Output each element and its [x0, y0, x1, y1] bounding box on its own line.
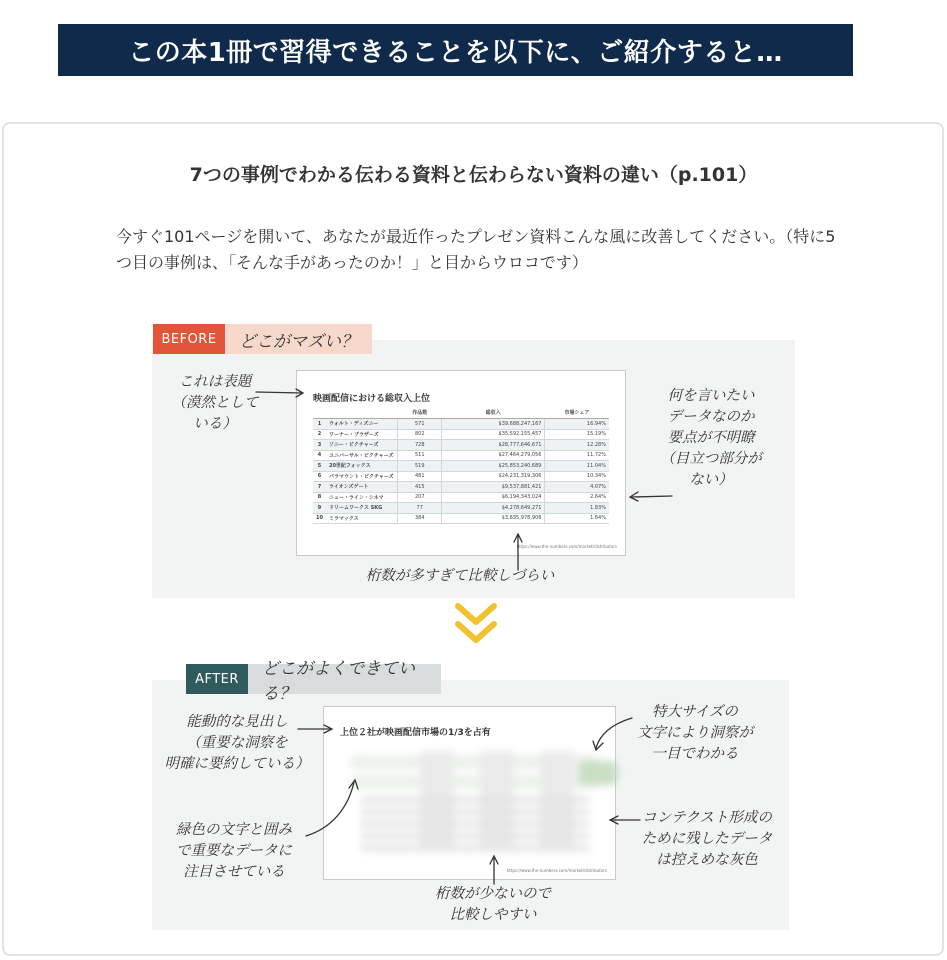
- table-header: [326, 407, 398, 419]
- after-slide-source: https://www.the-numbers.com/market/distributors: [506, 868, 607, 873]
- table-header: 作品数: [398, 407, 442, 419]
- table-cell-name: ワーナー・ブラザーズ: [326, 429, 398, 440]
- table-cell-gross: $3,835,978,908: [442, 513, 545, 524]
- chevron-down-icon: [454, 602, 498, 648]
- table-row: [313, 471, 609, 482]
- note-line: 比較しやすい: [449, 907, 537, 923]
- table-cell-name: ソニー・ピクチャーズ: [326, 440, 398, 451]
- table-cell-name: ユニバーサル・ピクチャーズ: [326, 450, 398, 461]
- table-row: [313, 461, 609, 472]
- note-line: いる）: [193, 416, 237, 432]
- note-line: （漠然として: [171, 395, 259, 411]
- note-line: で重要なデータに: [176, 843, 292, 859]
- table-cell-rank: 7: [313, 482, 326, 493]
- table-cell-films: 571: [398, 419, 442, 430]
- table-cell-share: 10.34%: [545, 471, 609, 482]
- note-line: 文字により洞察が: [637, 725, 753, 741]
- table-cell-films: 802: [398, 429, 442, 440]
- table-cell-gross: $9,537,881,421: [442, 482, 545, 493]
- table-cell-gross: $35,592,155,457: [442, 429, 545, 440]
- table-cell-rank: 5: [313, 461, 326, 472]
- note-line: 一目でわかる: [651, 746, 739, 762]
- before-note-digits: 桁数が多すぎて比較しづらい: [365, 568, 555, 584]
- table-cell-gross: $6,194,343,024: [442, 492, 545, 503]
- table-cell-rank: 1: [313, 419, 326, 430]
- before-slide: [296, 370, 626, 556]
- note-line: は控えめな灰色: [656, 852, 758, 868]
- before-slide-source: https://www.the-numbers.com/market/distributors: [516, 544, 617, 549]
- table-cell-share: 12.28%: [545, 440, 609, 451]
- before-note-unclear: [636, 386, 786, 491]
- table-row: [313, 429, 609, 440]
- after-note-headline: [162, 712, 312, 775]
- note-line: データなのか: [667, 409, 755, 425]
- note-line: 桁数が少ないので: [435, 886, 551, 902]
- table-row: [313, 503, 609, 514]
- table-cell-rank: 3: [313, 440, 326, 451]
- before-question: どこがマズい？: [225, 324, 372, 354]
- intro-text: 今すぐ101ページを開いて、あなたが最近作ったプレゼン資料こんな風に改善してください。（特に5つ目の事例は、「そんな手があったのか！」と目からウロコです）: [116, 227, 836, 272]
- after-slide: [323, 706, 616, 880]
- table-row: [313, 482, 609, 493]
- table-cell-films: 415: [398, 482, 442, 493]
- table-cell-films: 384: [398, 513, 442, 524]
- table-row: [313, 450, 609, 461]
- note-line: 能動的な見出し: [186, 714, 288, 730]
- note-line: 要点が不明瞭: [667, 430, 755, 446]
- note-line: （重要な洞察を: [186, 735, 288, 751]
- note-line: （目立つ部分が: [660, 451, 762, 467]
- table-row: [313, 513, 609, 524]
- table-cell-share: 16.94%: [545, 419, 609, 430]
- after-note-large-text: [620, 702, 770, 765]
- after-note-green: [164, 820, 304, 883]
- note-line: 何を言いたい: [667, 388, 755, 404]
- table-cell-rank: 10: [313, 513, 326, 524]
- after-slide-title: 上位２社が映画配信市場の1/3を占有: [340, 728, 491, 738]
- table-cell-share: 15.19%: [545, 429, 609, 440]
- table-cell-rank: 2: [313, 429, 326, 440]
- before-data-table: [313, 407, 609, 524]
- table-cell-name: ドリームワークス SKG: [326, 503, 398, 514]
- note-line: 注目させている: [183, 864, 285, 880]
- note-line: 明確に要約している）: [164, 756, 310, 772]
- table-row: [313, 440, 609, 451]
- table-cell-name: パラマウント・ピクチャーズ: [326, 471, 398, 482]
- table-cell-rank: 6: [313, 471, 326, 482]
- table-cell-films: 77: [398, 503, 442, 514]
- note-line: コンテクスト形成の: [642, 810, 772, 826]
- table-cell-name: ウォルト・ディズニー: [326, 419, 398, 430]
- table-cell-share: 11.72%: [545, 450, 609, 461]
- table-cell-share: 2.64%: [545, 492, 609, 503]
- table-cell-films: 728: [398, 440, 442, 451]
- table-cell-gross: $24,231,319,306: [442, 471, 545, 482]
- before-tag: BEFORE: [153, 324, 225, 354]
- after-note-digits: [418, 884, 568, 926]
- table-cell-films: 511: [398, 450, 442, 461]
- table-cell-films: 481: [398, 471, 442, 482]
- table-cell-name: 20世紀フォックス: [326, 461, 398, 472]
- table-cell-name: ニュー・ライン・シネマ: [326, 492, 398, 503]
- table-cell-films: 519: [398, 461, 442, 472]
- table-cell-rank: 4: [313, 450, 326, 461]
- after-question: どこがよくできてい: [248, 664, 441, 694]
- table-body: [313, 419, 609, 524]
- table-cell-share: 11.04%: [545, 461, 609, 472]
- table-cell-films: 207: [398, 492, 442, 503]
- table-cell-name: ミラマックス: [326, 513, 398, 524]
- table-cell-share: 4.07%: [545, 482, 609, 493]
- table-cell-share: 1.64%: [545, 513, 609, 524]
- table-header: [313, 407, 326, 419]
- page-banner: この本1冊で習得できることを以下に、ご紹介すると…: [58, 24, 853, 76]
- note-line: 緑色の文字と囲み: [176, 822, 292, 838]
- table-header: 総収入: [442, 407, 545, 419]
- before-note-title: [160, 372, 270, 435]
- table-header: 市場シェア: [545, 407, 609, 419]
- table-cell-gross: $28,777,646,671: [442, 440, 545, 451]
- table-cell-rank: 9: [313, 503, 326, 514]
- table-row: [313, 419, 609, 430]
- blurred-table-image: [350, 741, 600, 851]
- section-title: 7つの事例でわかる伝わる資料と伝わらない資料の違い（p.101）: [189, 164, 758, 186]
- table-cell-gross: $39,688,247,167: [442, 419, 545, 430]
- note-line: ない）: [689, 472, 733, 488]
- table-cell-gross: $25,853,240,689: [442, 461, 545, 472]
- note-line: ために残したデータ: [641, 831, 773, 847]
- note-line: これは表題: [178, 374, 252, 390]
- table-cell-gross: $27,464,279,056: [442, 450, 545, 461]
- after-note-gray: [632, 808, 782, 871]
- table-row: [313, 492, 609, 503]
- table-cell-rank: 8: [313, 492, 326, 503]
- before-slide-title: 映画配信における総収入上位: [313, 394, 431, 404]
- table-cell-name: ライオンズゲート: [326, 482, 398, 493]
- table-cell-gross: $4,278,649,271: [442, 503, 545, 514]
- table-cell-share: 1.83%: [545, 503, 609, 514]
- after-tag: AFTER: [186, 664, 248, 694]
- note-line: 特大サイズの: [652, 704, 738, 720]
